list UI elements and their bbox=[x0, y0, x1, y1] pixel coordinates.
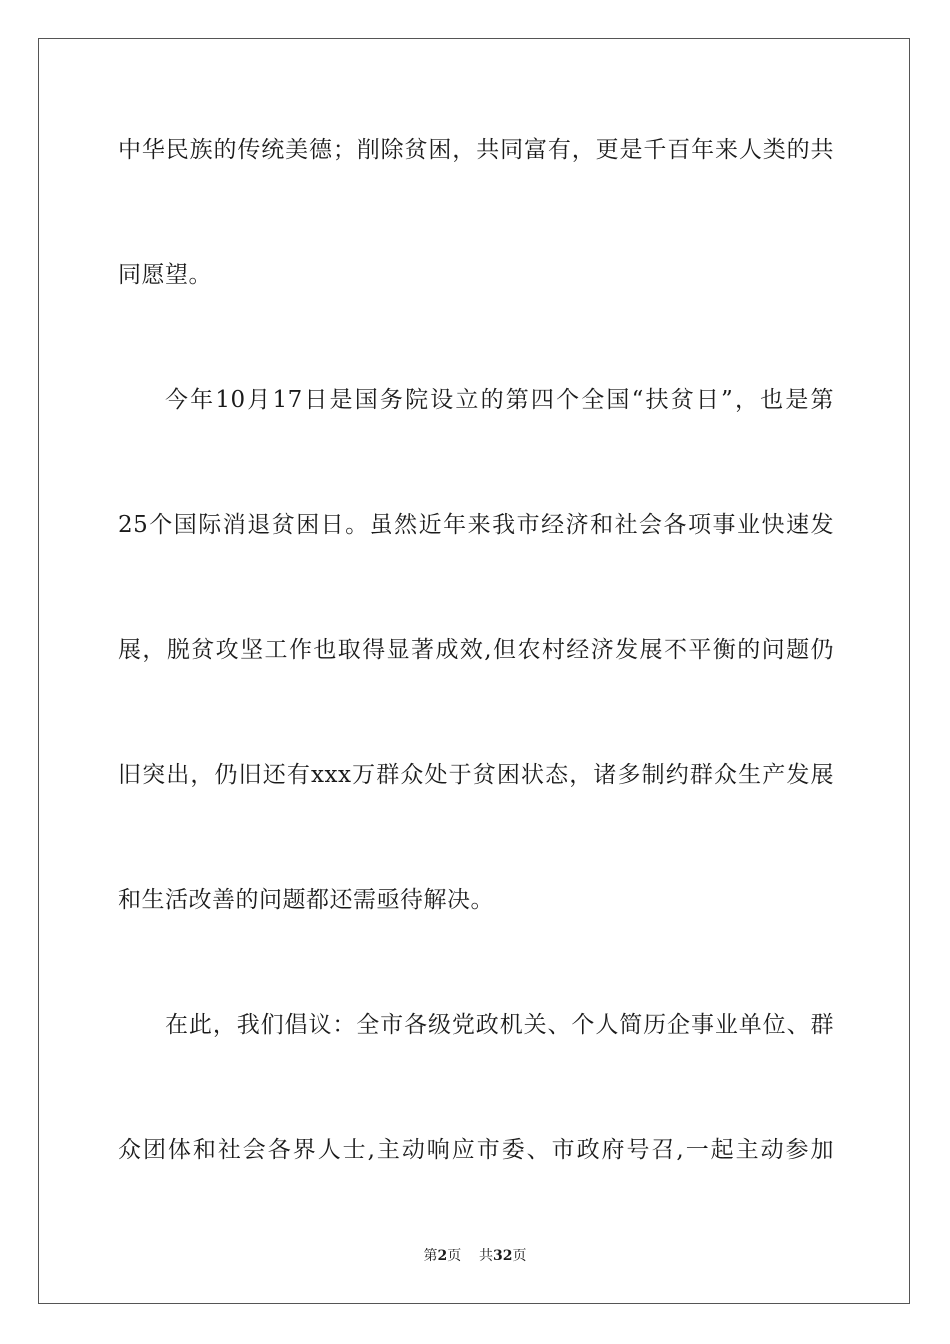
footer-page-number: 2 bbox=[437, 1248, 448, 1264]
page-border bbox=[38, 38, 910, 1304]
page-footer bbox=[0, 1246, 950, 1266]
text-line-3: 今年10月17日是国务院设立的第四个全国“扶贫日”，也是第 bbox=[165, 387, 834, 413]
text-line-9: 众团体和社会各界人士,主动响应市委、市政府号召,一起主动参加 bbox=[118, 1137, 834, 1163]
text-line-8: 在此，我们倡议：全市各级党政机关、个人简历企事业单位、群 bbox=[165, 1012, 834, 1038]
text-line-4: 25个国际消退贫困日。虽然近年来我市经济和社会各项事业快速发 bbox=[118, 512, 834, 538]
footer-total-suffix: 页 bbox=[512, 1248, 527, 1264]
footer-total-prefix: 共 bbox=[479, 1248, 494, 1264]
text-line-2: 同愿望。 bbox=[118, 262, 212, 288]
footer-total-pages: 32 bbox=[493, 1248, 513, 1264]
text-line-7: 和生活改善的问题都还需亟待解决。 bbox=[118, 887, 494, 913]
text-line-6: 旧突出，仍旧还有xxx万群众处于贫困状态，诸多制约群众生产发展 bbox=[118, 762, 834, 788]
footer-page-suffix: 页 bbox=[447, 1248, 462, 1264]
text-line-5: 展，脱贫攻坚工作也取得显著成效,但农村经济发展不平衡的问题仍 bbox=[118, 637, 834, 663]
footer-page-prefix: 第 bbox=[423, 1248, 438, 1264]
text-line-1: 中华民族的传统美德；削除贫困，共同富有，更是千百年来人类的共 bbox=[118, 137, 834, 163]
